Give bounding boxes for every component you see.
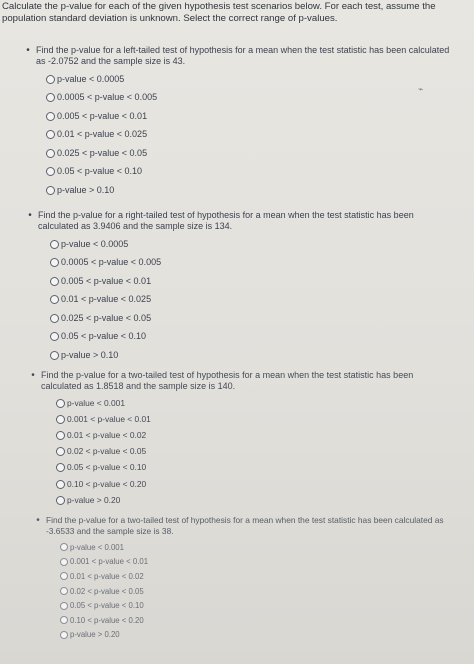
bullet-icon: • xyxy=(36,515,40,526)
option-label: 0.05 < p-value < 0.10 xyxy=(67,462,147,473)
radio-option[interactable] xyxy=(60,569,445,584)
radio-button-icon[interactable] xyxy=(56,415,65,424)
radio-button-icon[interactable] xyxy=(46,186,55,195)
option-label: 0.05 < p-value < 0.10 xyxy=(70,601,144,611)
option-label: 0.005 < p-value < 0.01 xyxy=(61,275,152,286)
question-prompt: Find the p-value for a two-tailed test of hypothesis for a mean when the test statistic has been calculated as 1.8518 and the sample size is 140. xyxy=(41,370,414,391)
radio-option[interactable] xyxy=(50,309,452,328)
radio-option[interactable] xyxy=(60,613,445,628)
option-label: 0.01 < p-value < 0.02 xyxy=(70,571,144,581)
radio-button-icon[interactable] xyxy=(60,587,68,595)
question-3 xyxy=(25,370,445,508)
radio-option[interactable] xyxy=(56,427,445,443)
radio-button-icon[interactable] xyxy=(60,543,68,551)
option-label: 0.0005 < p-value < 0.005 xyxy=(61,257,162,268)
radio-option[interactable] xyxy=(60,555,445,570)
option-label: 0.10 < p-value < 0.20 xyxy=(70,615,144,625)
radio-button-icon[interactable] xyxy=(46,167,55,176)
radio-option[interactable] xyxy=(46,89,450,108)
question-4 xyxy=(30,515,445,642)
bullet-icon: • xyxy=(28,210,32,221)
radio-button-icon[interactable] xyxy=(60,616,68,624)
question-1 xyxy=(20,45,450,200)
radio-option[interactable] xyxy=(46,70,450,89)
question-prompt: Find the p-value for a left-tailed test of hypothesis for a mean when the test statistic has been calculated as -2.0752 and the sample size is 43. xyxy=(36,45,450,66)
option-label: 0.01 < p-value < 0.02 xyxy=(67,429,147,440)
answer-options xyxy=(46,70,450,200)
option-label: 0.025 < p-value < 0.05 xyxy=(57,147,148,158)
radio-button-icon[interactable] xyxy=(50,258,59,267)
radio-option[interactable] xyxy=(46,163,450,182)
option-label: 0.05 < p-value < 0.10 xyxy=(57,166,143,177)
option-label: 0.02 < p-value < 0.05 xyxy=(67,446,147,457)
option-label: p-value < 0.001 xyxy=(67,397,125,408)
radio-button-icon[interactable] xyxy=(56,480,65,489)
radio-option[interactable] xyxy=(56,476,445,492)
radio-option[interactable] xyxy=(50,235,452,254)
radio-button-icon[interactable] xyxy=(60,602,68,610)
question-2 xyxy=(22,210,452,365)
option-label: 0.001 < p-value < 0.01 xyxy=(67,413,151,424)
radio-option[interactable] xyxy=(46,107,450,126)
radio-button-icon[interactable] xyxy=(60,631,68,639)
radio-option[interactable] xyxy=(56,411,445,427)
answer-options xyxy=(50,235,452,365)
option-label: p-value > 0.20 xyxy=(67,494,121,505)
radio-button-icon[interactable] xyxy=(56,399,65,408)
radio-button-icon[interactable] xyxy=(60,572,68,580)
question-prompt: Find the p-value for a two-tailed test of hypothesis for a mean when the test statistic has been calculated as -3.6533 and the sample size is 38. xyxy=(46,515,444,536)
radio-option[interactable] xyxy=(56,492,445,508)
radio-option[interactable] xyxy=(60,628,445,643)
radio-button-icon[interactable] xyxy=(50,314,59,323)
radio-option[interactable] xyxy=(60,540,445,555)
option-label: p-value > 0.10 xyxy=(57,184,115,195)
radio-option[interactable] xyxy=(50,272,452,291)
radio-button-icon[interactable] xyxy=(46,130,55,139)
radio-option[interactable] xyxy=(46,144,450,163)
radio-button-icon[interactable] xyxy=(46,75,55,84)
radio-button-icon[interactable] xyxy=(50,240,59,249)
radio-button-icon[interactable] xyxy=(46,112,55,121)
radio-option[interactable] xyxy=(50,346,452,365)
option-label: 0.10 < p-value < 0.20 xyxy=(67,478,147,489)
radio-button-icon[interactable] xyxy=(50,332,59,341)
option-label: 0.001 < p-value < 0.01 xyxy=(70,557,149,567)
radio-button-icon[interactable] xyxy=(50,277,59,286)
radio-option[interactable] xyxy=(60,584,445,599)
option-label: p-value < 0.001 xyxy=(70,542,124,552)
radio-option[interactable] xyxy=(50,291,452,310)
option-label: 0.0005 < p-value < 0.005 xyxy=(57,92,158,103)
radio-option[interactable] xyxy=(46,126,450,145)
answer-options xyxy=(60,540,445,642)
question-prompt: Find the p-value for a right-tailed test of hypothesis for a mean when the test statistic has been calculated as 3.9406 and the sample size is 134. xyxy=(38,210,414,231)
option-label: p-value < 0.0005 xyxy=(61,238,129,249)
radio-button-icon[interactable] xyxy=(56,447,65,456)
radio-button-icon[interactable] xyxy=(50,351,59,360)
option-label: 0.01 < p-value < 0.025 xyxy=(61,294,152,305)
radio-option[interactable] xyxy=(56,460,445,476)
radio-button-icon[interactable] xyxy=(46,93,55,102)
radio-option[interactable] xyxy=(50,328,452,347)
bullet-icon: • xyxy=(26,45,30,56)
radio-button-icon[interactable] xyxy=(56,463,65,472)
option-label: 0.01 < p-value < 0.025 xyxy=(57,129,148,140)
radio-button-icon[interactable] xyxy=(46,149,55,158)
radio-button-icon[interactable] xyxy=(56,431,65,440)
radio-option[interactable] xyxy=(60,598,445,613)
option-label: 0.005 < p-value < 0.01 xyxy=(57,110,148,121)
option-label: 0.05 < p-value < 0.10 xyxy=(61,331,147,342)
option-label: 0.02 < p-value < 0.05 xyxy=(70,586,144,596)
radio-button-icon[interactable] xyxy=(50,295,59,304)
bullet-icon: • xyxy=(31,370,35,381)
option-label: p-value < 0.0005 xyxy=(57,73,125,84)
cursor-mark-icon: ⌁ xyxy=(418,84,424,94)
answer-options xyxy=(56,395,445,508)
instructions-text: Calculate the p-value for each of the given hypothesis test scenarios below. For each test, assume the population standard deviation is unknown. Select the correct range of p-values. xyxy=(2,1,436,24)
radio-option[interactable] xyxy=(56,395,445,411)
radio-button-icon[interactable] xyxy=(56,496,65,505)
option-label: p-value > 0.20 xyxy=(70,630,120,640)
radio-option[interactable] xyxy=(50,254,452,273)
radio-option[interactable] xyxy=(56,444,445,460)
option-label: 0.025 < p-value < 0.05 xyxy=(61,312,152,323)
option-label: p-value > 0.10 xyxy=(61,349,119,360)
radio-button-icon[interactable] xyxy=(60,558,68,566)
radio-option[interactable] xyxy=(46,181,450,200)
